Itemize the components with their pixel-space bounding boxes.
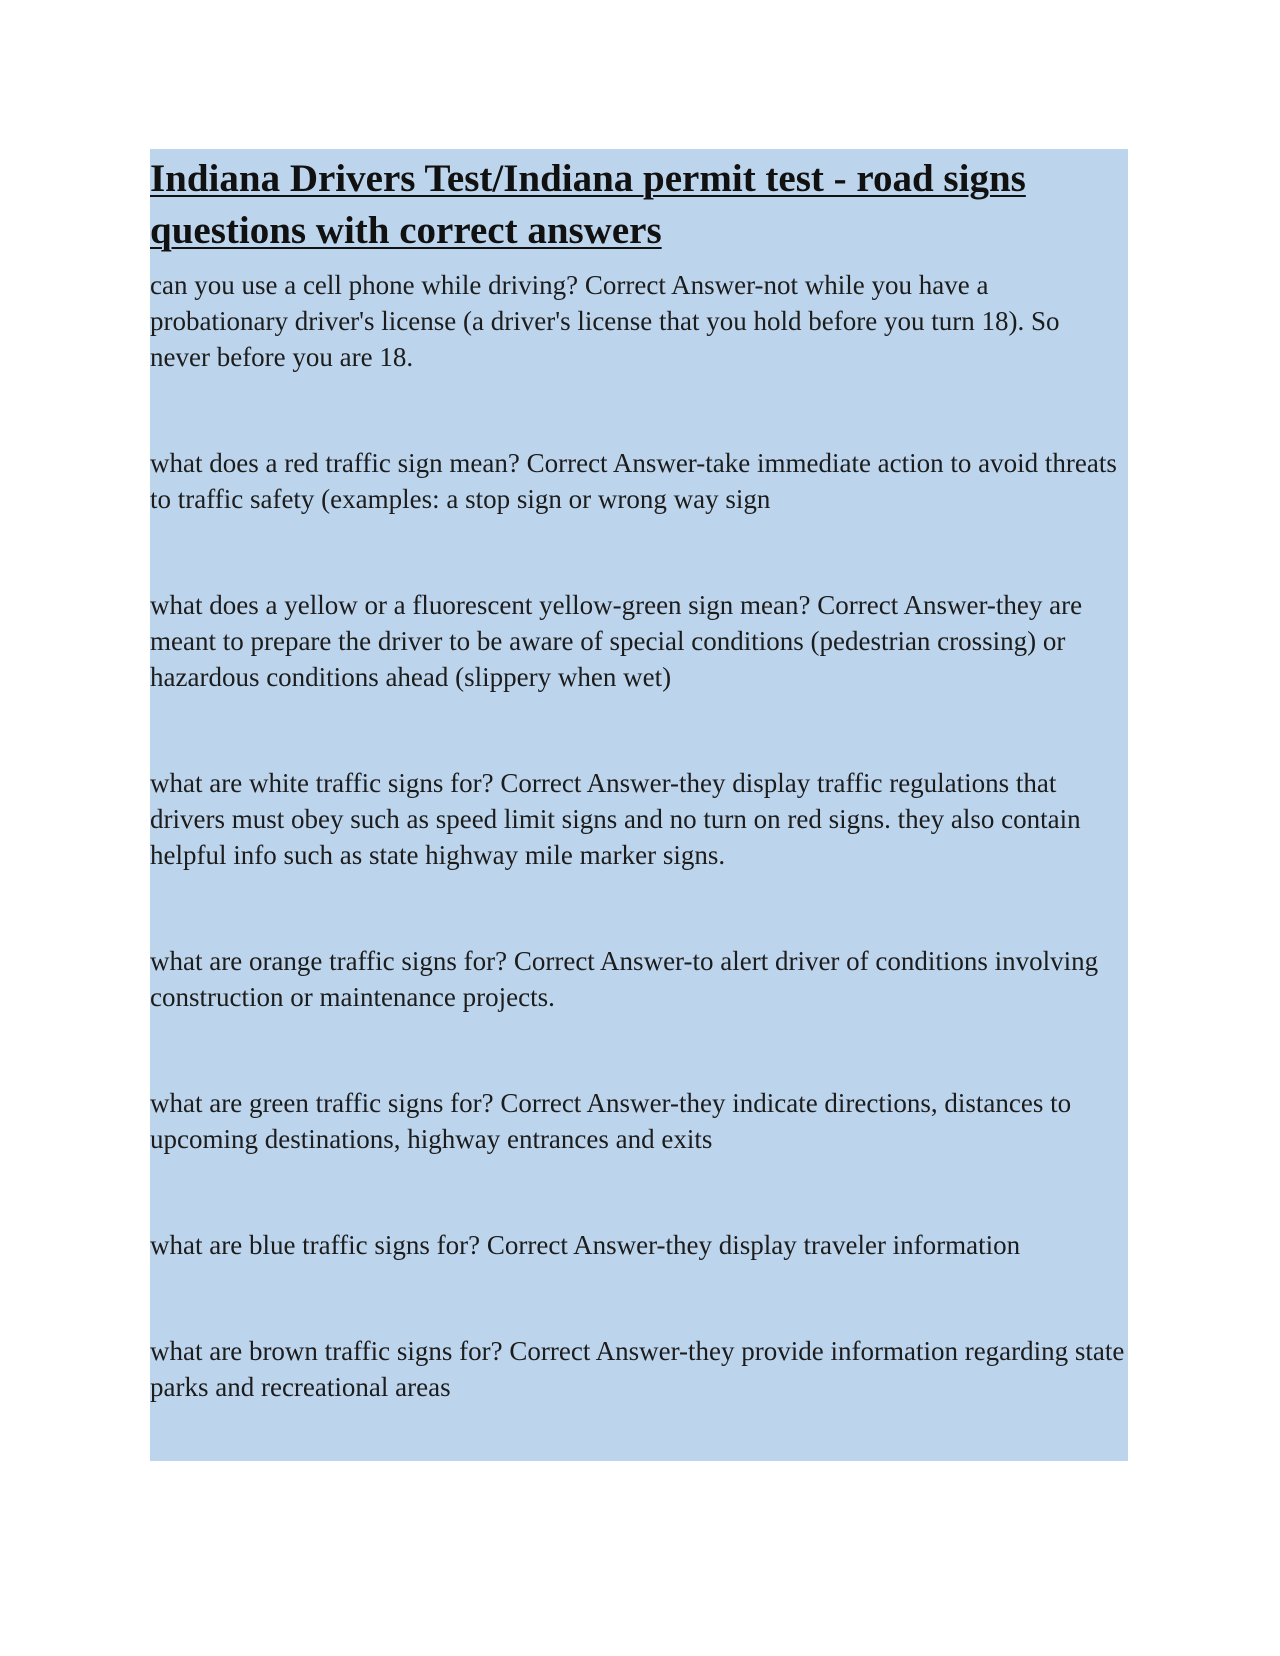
document-title: Indiana Drivers Test/Indiana permit test - road signs questions with correct answers xyxy=(150,157,1026,252)
qa-item-orange-sign: what are orange traffic signs for? Correct Answer-to alert driver of conditions involving construction or maintenance projects. xyxy=(150,946,1099,1012)
qa-item-blue-sign: what are blue traffic signs for? Correct Answer-they display traveler information xyxy=(150,1230,1021,1260)
qa-item-white-sign: what are white traffic signs for? Correct Answer-they display traffic regulations that drivers must obey such as speed limit signs and no turn on red signs. they also contain helpful info such as state highway mile marker signs. xyxy=(150,768,1081,870)
qa-item-green-sign: what are green traffic signs for? Correct Answer-they indicate directions, distances to upcoming destinations, highway entrances and exits xyxy=(150,1088,1072,1154)
qa-item-brown-sign: what are brown traffic signs for? Correct Answer-they provide information regarding state parks and recreational areas xyxy=(150,1336,1125,1402)
qa-item-red-sign: what does a red traffic sign mean? Correct Answer-take immediate action to avoid threats to traffic safety (examples: a stop sign or wrong way sign xyxy=(150,448,1117,514)
qa-item-yellow-sign: what does a yellow or a fluorescent yellow-green sign mean? Correct Answer-they are meant to prepare the driver to be aware of special conditions (pedestrian crossing) or hazardous conditions ahead (slippery when wet) xyxy=(150,590,1083,692)
document-content-block xyxy=(150,149,1128,1461)
qa-item-cell-phone: can you use a cell phone while driving? Correct Answer-not while you have a probationary driver's license (a driver's license that you hold before you turn 18). So never before you are 18. xyxy=(150,270,1060,372)
